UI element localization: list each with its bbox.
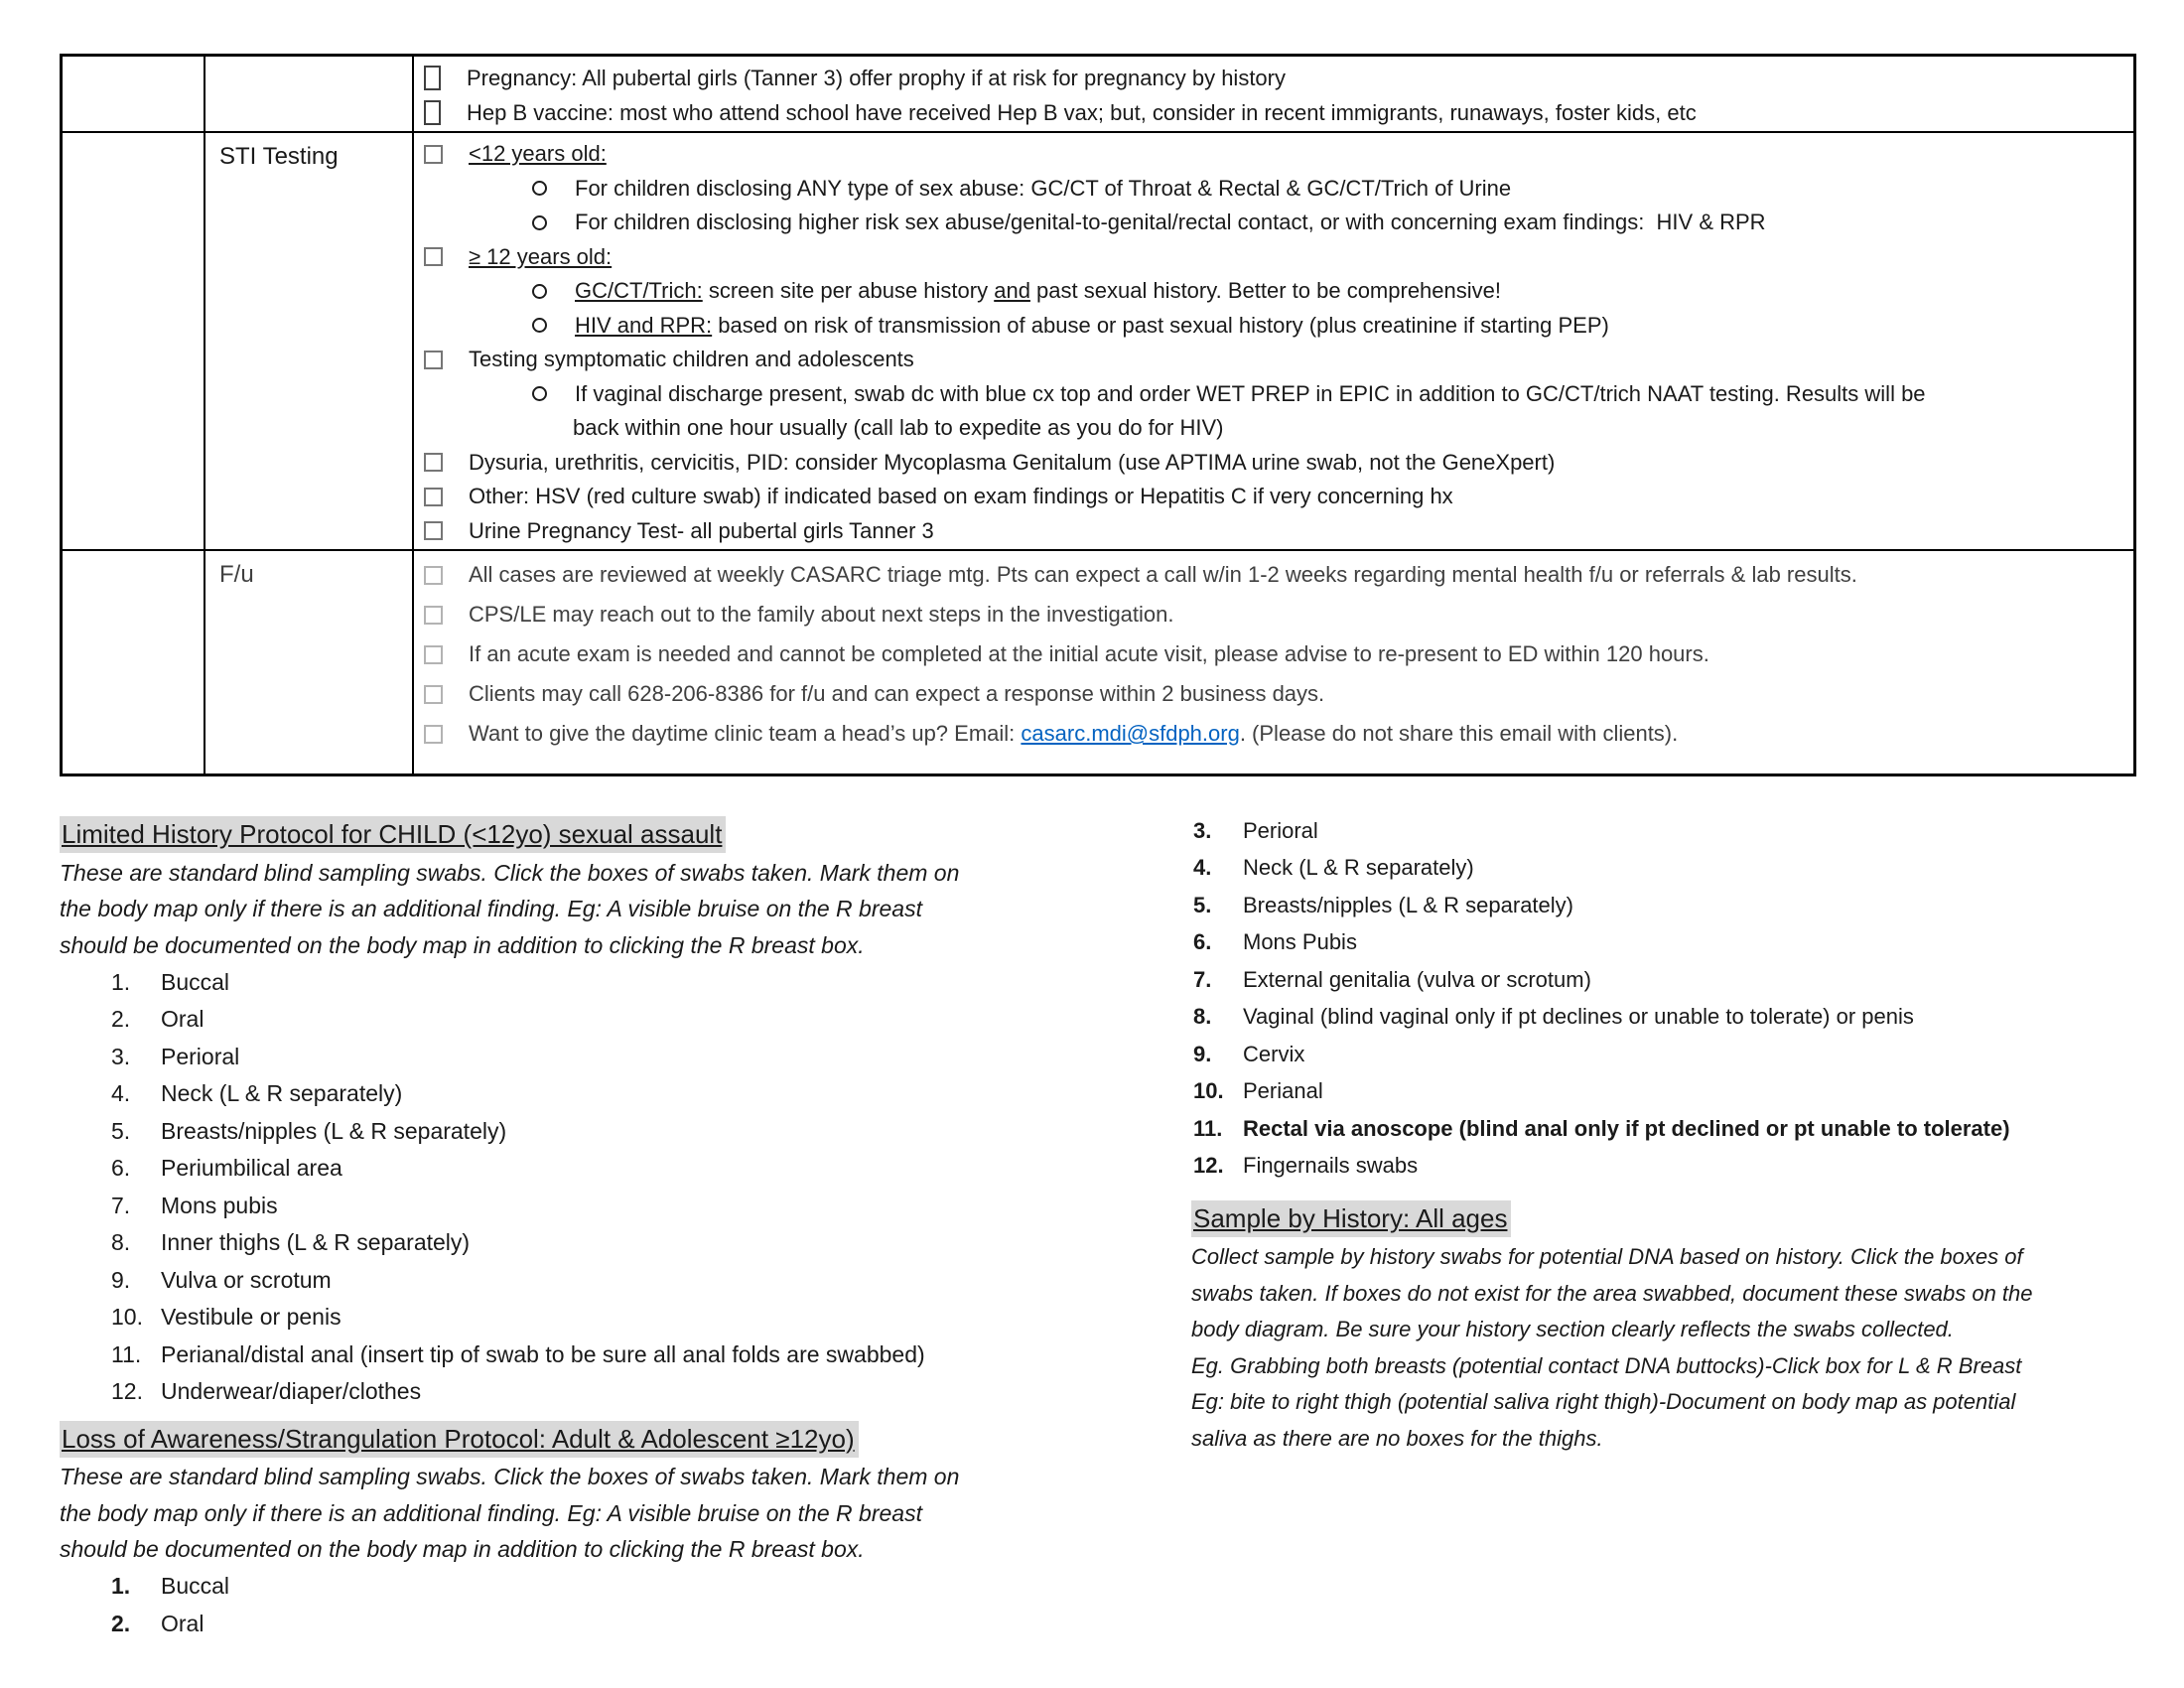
list-text: Oral <box>161 1610 205 1636</box>
underlined-lead: GC/CT/Trich: <box>575 278 703 304</box>
checklist-item <box>414 343 2133 377</box>
checklist-item <box>414 95 2133 130</box>
list-item <box>60 1039 1181 1076</box>
list-number: 2. <box>111 1610 131 1636</box>
table-row-sti-testing <box>63 131 2133 549</box>
checkbox-icon[interactable] <box>424 145 443 164</box>
heading-text: Limited History Protocol for CHILD (<12yo) sexual assault <box>60 816 726 853</box>
intro-line: These are standard blind sampling swabs. Click the boxes of swabs taken. Mark them on <box>60 1464 960 1490</box>
checklist-text: Other: HSV (red culture swab) if indicated based on exam findings or Hepatitis C if very concerning hx <box>469 484 1453 509</box>
checklist-text: ≥ 12 years old: <box>469 243 613 269</box>
list-item <box>1191 961 2184 999</box>
circle-bullet-icon <box>532 215 547 230</box>
underlined-word: and <box>994 278 1030 304</box>
checklist-item <box>414 514 2133 549</box>
list-number: 5. <box>111 1117 131 1144</box>
intro-line: swabs taken. If boxes do not exist for the area swabbed, document these swabs on the <box>1191 1280 2033 1306</box>
table-row-prophylaxis <box>63 57 2133 131</box>
list-text: Underwear/diaper/clothes <box>161 1378 422 1405</box>
sub-item <box>414 172 2133 207</box>
list-text: Vulva or scrotum <box>161 1266 332 1293</box>
checklist-item <box>414 634 2133 674</box>
heading-text: Sample by History: All ages <box>1191 1200 1511 1237</box>
list-text: Cervix <box>1243 1041 1305 1066</box>
circle-bullet-icon <box>532 318 547 333</box>
left-column <box>60 816 1181 1642</box>
checklist-text: Clients may call 628-206-8386 for f/u and can expect a response within 2 business days. <box>469 681 1325 706</box>
checklist-item <box>414 446 2133 481</box>
spacer <box>1191 1185 2184 1200</box>
list-number: 9. <box>1193 1041 1212 1066</box>
cell-section-empty <box>63 133 205 549</box>
list-item <box>1191 1036 2184 1073</box>
list-number: 12. <box>1193 1153 1224 1179</box>
list-number: 6. <box>1193 929 1212 955</box>
list-item <box>60 1150 1181 1188</box>
section-heading-loss-of-awareness <box>60 1421 1181 1455</box>
list-number: 4. <box>111 1080 131 1107</box>
table-row-follow-up <box>63 549 2133 774</box>
list-item <box>60 1188 1181 1225</box>
list-text: Fingernails swabs <box>1243 1153 1419 1179</box>
intro-line: should be documented on the body map in addition to clicking the R breast box. <box>60 931 865 958</box>
row-label: F/u <box>205 551 414 774</box>
checkbox-icon[interactable] <box>424 351 443 369</box>
list-number: 7. <box>1193 966 1212 992</box>
list-number: 10. <box>111 1304 143 1331</box>
list-number: 9. <box>111 1266 131 1293</box>
list-text: Breasts/nipples (L & R separately) <box>161 1117 507 1144</box>
checklist-text: If an acute exam is needed and cannot be completed at the initial acute visit, please advise to re-present to ED within 120 hours. <box>469 641 1709 666</box>
list-item <box>60 1299 1181 1336</box>
intro-line: These are standard blind sampling swabs. Click the boxes of swabs taken. Mark them on <box>60 859 960 886</box>
list-text: Neck (L & R separately) <box>161 1080 403 1107</box>
checklist-item <box>414 555 2133 595</box>
checklist-item <box>414 61 2133 95</box>
sub-item <box>414 377 2133 412</box>
list-number: 11. <box>1193 1115 1223 1141</box>
list-item <box>60 1262 1181 1300</box>
cell-section-empty <box>63 551 205 774</box>
cell-content <box>414 551 2133 774</box>
checkbox-icon[interactable] <box>424 521 443 540</box>
list-text: Rectal via anoscope (blind anal only if pt declined or pt unable to tolerate) <box>1243 1115 2010 1141</box>
circle-bullet-icon <box>532 284 547 299</box>
spacer <box>60 1411 1181 1421</box>
checklist-item <box>414 137 2133 172</box>
checklist-text: Hep B vaccine: most who attend school have received Hep B vax; but, consider in recent immigrants, runaways, foster kids, etc <box>467 99 1697 125</box>
sub-item <box>414 309 2133 344</box>
checklist-text-part: Want to give the daytime clinic team a head’s up? Email: <box>469 721 1022 746</box>
list-item <box>1191 850 2184 888</box>
circle-bullet-icon <box>532 386 547 401</box>
checklist-text: <12 years old: <box>469 141 607 167</box>
checkbox-icon[interactable] <box>424 566 443 585</box>
row-label: STI Testing <box>205 133 414 549</box>
list-item <box>1191 1073 2184 1111</box>
cell-content <box>414 57 2133 131</box>
list-item <box>60 1075 1181 1113</box>
list-number: 2. <box>111 1006 131 1033</box>
checklist-text: Testing symptomatic children and adolescents <box>469 347 914 372</box>
intro-line: Eg: bite to right thigh (potential saliva right thigh)-Document on body map as potential <box>1191 1389 2016 1415</box>
list-text: Perioral <box>1243 817 1318 843</box>
checklist-text-part: . (Please do not share this email with clients). <box>1239 721 1679 746</box>
intro-line: the body map only if there is an additional finding. Eg: A visible bruise on the R breast <box>60 1499 922 1526</box>
sub-item-text <box>575 313 1609 339</box>
list-number: 6. <box>111 1155 131 1182</box>
list-item <box>60 1001 1181 1039</box>
intro-line: Collect sample by history swabs for potential DNA based on history. Click the boxes of <box>1191 1244 2023 1270</box>
checkbox-icon[interactable] <box>424 725 443 744</box>
sub-item <box>414 206 2133 240</box>
list-item <box>60 1336 1181 1374</box>
list-text: Perioral <box>161 1043 240 1069</box>
checkbox-icon[interactable] <box>424 488 443 506</box>
intro-line: should be documented on the body map in addition to clicking the R breast box. <box>60 1536 865 1563</box>
checkbox-icon[interactable] <box>424 645 443 664</box>
sub-item-text-part: past sexual history. Better to be comprehensive! <box>1029 278 1501 304</box>
list-text: Neck (L & R separately) <box>1243 855 1474 881</box>
list-number: 1. <box>111 968 131 995</box>
checklist-item <box>414 674 2133 714</box>
sub-item-text-part: screen site per abuse history <box>702 278 995 304</box>
underlined-lead: HIV and RPR: <box>575 312 713 338</box>
list-number: 3. <box>1193 817 1212 843</box>
intro-line: body diagram. Be sure your history section clearly reflects the swabs collected. <box>1191 1317 1954 1342</box>
section-heading-sample-by-history <box>1191 1200 2184 1234</box>
checkbox-icon[interactable] <box>424 66 441 90</box>
list-number: 8. <box>111 1229 131 1256</box>
section-heading-limited-history <box>60 816 1181 850</box>
list-item <box>1191 1110 2184 1148</box>
list-item <box>60 1568 1181 1606</box>
sub-item-text: For children disclosing ANY type of sex abuse: GC/CT of Throat & Rectal & GC/CT/Trich of Urine <box>575 175 1512 201</box>
checklist-item <box>414 240 2133 275</box>
list-number: 3. <box>111 1043 131 1069</box>
list-item <box>60 1224 1181 1262</box>
checklist-item <box>414 714 2133 754</box>
checklist-item <box>414 480 2133 514</box>
email-link[interactable]: casarc.mdi@sfdph.org <box>1021 721 1240 746</box>
sub-item-text: For children disclosing higher risk sex abuse/genital-to-genital/rectal contact, or with concerning exam findings: HIV & RPR <box>575 210 1766 235</box>
sub-item-text <box>575 278 1501 304</box>
checklist-item <box>414 595 2133 634</box>
list-item <box>1191 887 2184 924</box>
list-item <box>1191 999 2184 1037</box>
list-number: 1. <box>111 1573 131 1600</box>
heading-text: Loss of Awareness/Strangulation Protocol: Adult & Adolescent ≥12yo) <box>60 1421 859 1458</box>
checkbox-icon[interactable] <box>424 453 443 472</box>
intro-line: the body map only if there is an additional finding. Eg: A visible bruise on the R breast <box>60 896 922 922</box>
checkbox-icon[interactable] <box>424 100 441 125</box>
circle-bullet-icon <box>532 181 547 196</box>
list-text: Perianal/distal anal (insert tip of swab to be sure all anal folds are swabbed) <box>161 1340 925 1367</box>
checklist-text: Urine Pregnancy Test- all pubertal girls Tanner 3 <box>469 517 934 543</box>
checklist-text <box>469 721 1678 747</box>
list-text: Buccal <box>161 968 230 995</box>
list-text: Mons Pubis <box>1243 929 1357 955</box>
list-text: Buccal <box>161 1573 230 1600</box>
sub-item-text-part: based on risk of transmission of abuse or past sexual history (plus creatinine if starting PEP) <box>712 312 1609 338</box>
intro-line: saliva as there are no boxes for the thighs. <box>1191 1425 1603 1451</box>
list-text: Perianal <box>1243 1078 1323 1104</box>
list-text: Breasts/nipples (L & R separately) <box>1243 892 1573 917</box>
sub-item-text: back within one hour usually (call lab to expedite as you do for HIV) <box>573 415 1224 441</box>
list-item <box>60 1113 1181 1151</box>
checkbox-icon[interactable] <box>424 685 443 704</box>
sub-item-continuation <box>414 411 2133 446</box>
checklist-text: CPS/LE may reach out to the family about next steps in the investigation. <box>469 602 1174 627</box>
cell-label-empty <box>205 57 414 131</box>
list-number: 4. <box>1193 855 1212 881</box>
list-text: Vestibule or penis <box>161 1304 341 1331</box>
protocol-table <box>60 54 2136 776</box>
list-item <box>1191 812 2184 850</box>
cell-content <box>414 133 2133 549</box>
checkbox-icon[interactable] <box>424 606 443 625</box>
list-number: 8. <box>1193 1004 1212 1030</box>
list-item <box>60 1373 1181 1411</box>
list-number: 10. <box>1193 1078 1224 1104</box>
cell-section-empty <box>63 57 205 131</box>
list-text: Inner thighs (L & R separately) <box>161 1229 471 1256</box>
checklist-text: All cases are reviewed at weekly CASARC triage mtg. Pts can expect a call w/in 1-2 weeks regarding mental health f/u or referrals & lab results. <box>469 562 1857 587</box>
list-number: 12. <box>111 1378 143 1405</box>
list-text: Oral <box>161 1006 205 1033</box>
list-item <box>1191 1148 2184 1186</box>
list-number: 11. <box>111 1340 142 1367</box>
list-text: External genitalia (vulva or scrotum) <box>1243 966 1591 992</box>
list-text: Vaginal (blind vaginal only if pt declines or unable to tolerate) or penis <box>1243 1004 1914 1030</box>
list-text: Mons pubis <box>161 1192 278 1218</box>
list-number: 7. <box>111 1192 131 1218</box>
checkbox-icon[interactable] <box>424 247 443 266</box>
list-text: Periumbilical area <box>161 1155 342 1182</box>
list-item <box>60 1606 1181 1643</box>
right-column <box>1191 812 2184 1457</box>
list-item <box>1191 924 2184 962</box>
intro-line: Eg. Grabbing both breasts (potential contact DNA buttocks)-Click box for L & R Breast <box>1191 1352 2022 1378</box>
sub-item-text: If vaginal discharge present, swab dc with blue cx top and order WET PREP in EPIC in addition to GC/CT/trich NAAT testing. Results will be <box>575 380 1926 406</box>
sub-item <box>414 274 2133 309</box>
checklist-text: Dysuria, urethritis, cervicitis, PID: consider Mycoplasma Genitalum (use APTIMA urine swab, not the GeneXpert) <box>469 449 1556 475</box>
list-number: 5. <box>1193 892 1212 917</box>
checklist-text: Pregnancy: All pubertal girls (Tanner 3) offer prophy if at risk for pregnancy by history <box>467 65 1286 90</box>
list-item <box>60 964 1181 1002</box>
